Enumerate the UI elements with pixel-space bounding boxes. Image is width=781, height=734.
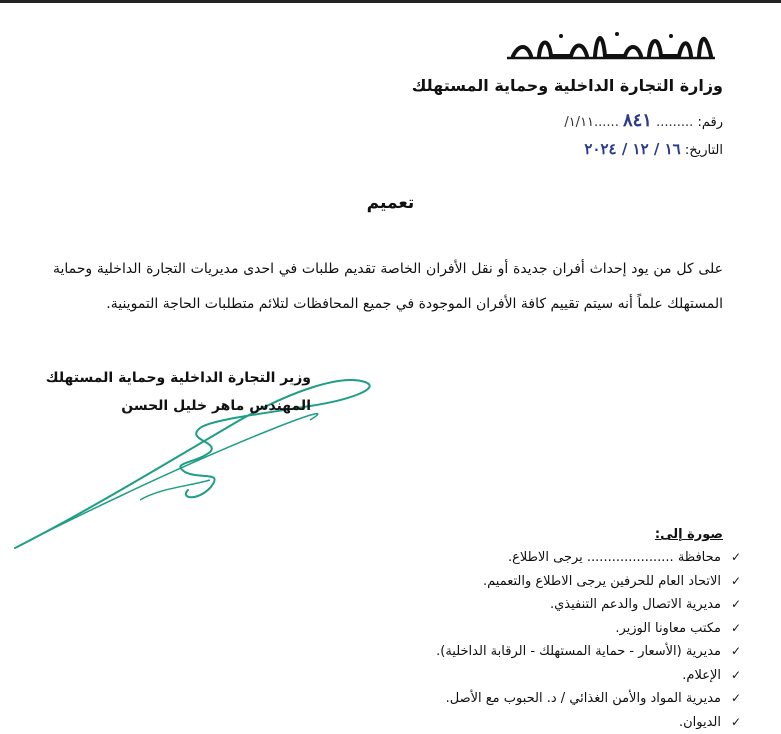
document-date	[584, 140, 723, 158]
ref-label: رقم:	[697, 115, 723, 130]
list-item: ✓محافظة ..................... يرجى الاطلاع.	[436, 546, 741, 570]
checkmark-icon: ✓	[725, 546, 741, 570]
ref-suffix: ......١/١١/	[564, 115, 619, 130]
signer-name: المهندس ماهر خليل الحسن	[46, 392, 311, 420]
document-subject: تعميم	[0, 193, 781, 213]
signer-title: وزير التجارة الداخلية وحماية المستهلك	[46, 364, 311, 392]
republic-calligraphy-logo	[501, 26, 721, 64]
list-item: ✓الإعلام.	[436, 664, 741, 688]
checkmark-icon: ✓	[725, 593, 741, 617]
cc-title: صورة إلى:	[655, 527, 723, 542]
checkmark-icon: ✓	[725, 687, 741, 711]
list-item: ✓مديرية الاتصال والدعم التنفيذي.	[436, 593, 741, 617]
list-item: ✓الاتحاد العام للحرفين يرجى الاطلاع والتعميم.	[436, 570, 741, 594]
page-top-border	[0, 0, 781, 3]
checkmark-icon: ✓	[725, 617, 741, 641]
ref-number-handwritten: ٨٤١	[623, 110, 652, 131]
list-item: ✓مكتب معاونا الوزير.	[436, 617, 741, 641]
reference-number	[564, 110, 723, 131]
cc-list	[436, 546, 741, 734]
document-body: على كل من يود إحداث أفران جديدة أو نقل الأفران الخاصة تقديم طلبات في احدى مديريات التجارة الداخلية وحماية المستهلك علماً أنه سيتم تقييم كافة الأفران الموجودة في جميع المحافظات لتلائم متطلبات الحاجة التموينية.	[53, 252, 723, 322]
list-item: ✓مديرية المواد والأمن الغذائي / د. الحبوب مع الأصل.	[436, 687, 741, 711]
checkmark-icon: ✓	[725, 711, 741, 734]
list-item: ✓مديرية (الأسعار - حماية المستهلك - الرقابة الداخلية).	[436, 640, 741, 664]
list-item: ✓الديوان.	[436, 711, 741, 734]
date-label: التاريخ:	[685, 143, 723, 158]
date-value: ١٦ / ١٢ / ٢٠٢٤	[584, 140, 680, 158]
checkmark-icon: ✓	[725, 570, 741, 594]
ref-dots: .........	[656, 115, 693, 130]
signer-block	[46, 364, 311, 420]
ministry-name: وزارة التجارة الداخلية وحماية المستهلك	[412, 76, 723, 95]
checkmark-icon: ✓	[725, 664, 741, 688]
checkmark-icon: ✓	[725, 640, 741, 664]
